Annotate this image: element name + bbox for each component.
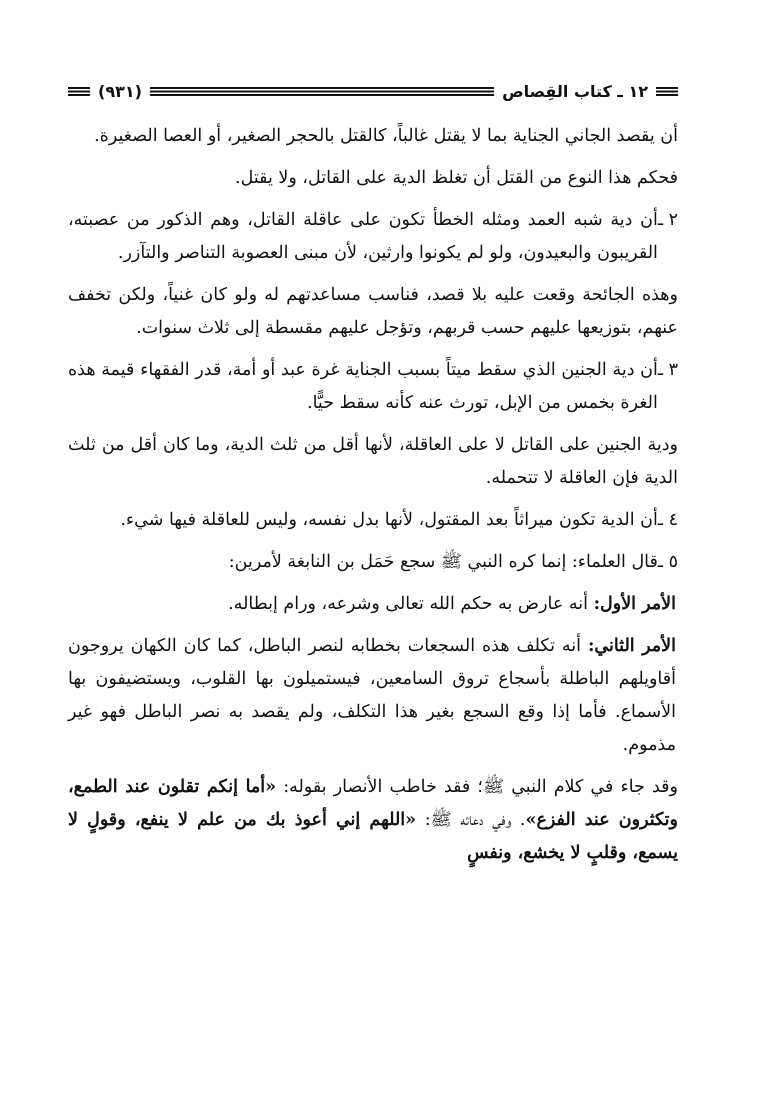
list-item-number: ٢ ـ bbox=[657, 210, 678, 230]
paragraph-2: فحكم هذا النوع من القتل أن تغلظ الدية على القاتل، ولا يقتل. bbox=[235, 168, 678, 188]
list-item-4 bbox=[68, 504, 678, 537]
list-item-5 bbox=[68, 546, 678, 579]
header-rule-left bbox=[68, 87, 90, 96]
paragraph-1: أن يقصد الجاني الجناية بما لا يقتل غالباً، كالقتل بالحجر الصغير، أو العصا الصغيرة. bbox=[94, 126, 678, 146]
list-item-number: ٥ ـ bbox=[657, 552, 678, 572]
closing-text-2: . وفي دعائه ﷺ: bbox=[416, 810, 526, 830]
closing-paragraph bbox=[68, 771, 678, 870]
header-rule-middle bbox=[150, 87, 494, 96]
first-reason-text: أنه عارض به حكم الله تعالى وشرعه، ورام إبطاله. bbox=[228, 594, 594, 614]
page-header bbox=[68, 78, 678, 104]
header-rule-right bbox=[656, 87, 678, 96]
list-item-number: ٤ ـ bbox=[657, 510, 678, 530]
list-item-number: ٣ ـ bbox=[657, 360, 678, 380]
paragraph-3: وهذه الجائحة وقعت عليه بلا قصد، فناسب مساعدتهم له ولو كان غنياً، ولكن تخفف عنهم، بتوزيعها عليهم حسب قربهم، وتؤجل عليهم مقسطة إلى ثلاث سنوات. bbox=[68, 285, 678, 338]
closing-text-1: وقد جاء في كلام النبي ﷺ؛ فقد خاطب الأنصار بقوله: bbox=[276, 777, 678, 797]
page-number: (٩٣١) bbox=[98, 81, 142, 101]
first-reason-label: الأمر الأول: bbox=[593, 594, 676, 614]
second-reason bbox=[68, 630, 678, 762]
second-reason-text: أنه تكلف هذه السجعات بخطابه لنصر الباطل، كما كان الكهان يروجون أقاويلهم الباطلة بأسجاع تروق السامعين، فيستميلون بها القلوب، ويستضيفون بها الأسماع. فأما إذا وقع السجع بغير هذا التكلف، ولم يقصد به نصر الباطل فهو غير مذموم. bbox=[68, 636, 676, 755]
list-item-text: قال العلماء: إنما كره النبي ﷺ سجع حَمَل بن النابغة لأمرين: bbox=[228, 552, 658, 572]
list-item-text: أن دية الجنين الذي سقط ميتاً بسبب الجناية غرة عبد أو أمة، قدر الفقهاء قيمة هذه الغرة بخمس من الإبل، تورث عنه كأنه سقط حيًّا. bbox=[68, 360, 658, 413]
body-text bbox=[68, 120, 678, 879]
first-reason bbox=[68, 588, 678, 621]
hadith-quote-1: «أما إنكم تقلون عند الطمع، وتكثرون عند الفزع» bbox=[68, 777, 679, 830]
hadith-quote-2: «اللهم إني أعوذ بك من علم لا ينفع، وقولٍ لا يسمع، وقلبٍ لا يخشع، ونفسٍ bbox=[68, 810, 678, 863]
list-item-text: أن الدية تكون ميراثاً بعد المقتول، لأنها بدل نفسه، وليس للعاقلة فيها شيء. bbox=[120, 510, 658, 530]
list-item-3 bbox=[68, 354, 678, 420]
second-reason-label: الأمر الثاني: bbox=[587, 636, 676, 656]
list-item-text: أن دية شبه العمد ومثله الخطأ تكون على عاقلة القاتل، وهم الذكور من عصبته، القريبون والبعيدون، ولو لم يكونوا وارثين، لأن مبنى العصوبة التناصر والتآزر. bbox=[68, 210, 658, 263]
list-item-2 bbox=[68, 204, 678, 270]
chapter-title: ١٢ ـ كتاب القِصاص bbox=[502, 81, 648, 101]
paragraph-4: ودية الجنين على القاتل لا على العاقلة، لأنها أقل من ثلث الدية، وما كان أقل من ثلث الدية فإن العاقلة لا تتحمله. bbox=[68, 435, 678, 488]
